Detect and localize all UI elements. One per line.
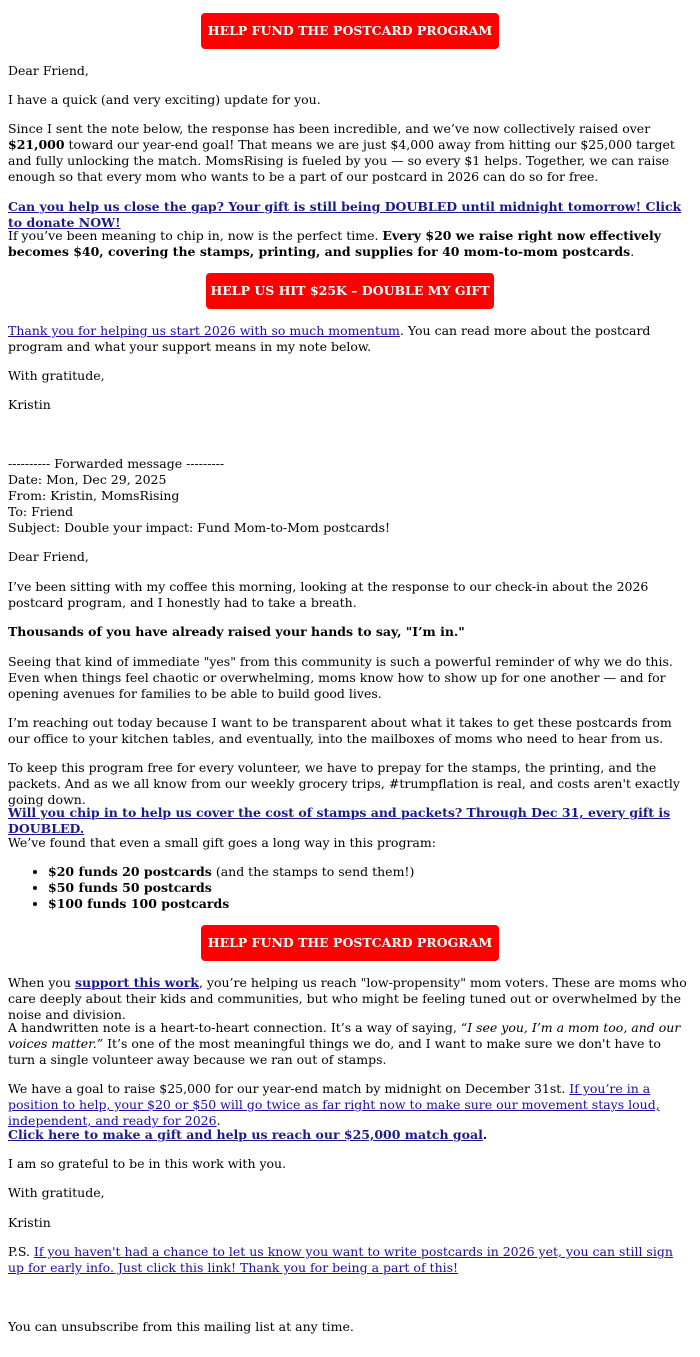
forwarded-line: ---------- Forwarded message --------- [8,456,225,471]
prepay-paragraph: To keep this program free for every volunteer, we have to prepay for the stamps, the printing, and the packets. And as we all know from our weekly grocery trips, #trumpflation is real, and costs aren't exactly going down. [8,760,680,807]
hit-25k-button[interactable]: HELP US HIT $25K – DOUBLE MY GIFT [206,273,494,309]
grateful-paragraph: I am so grateful to be in this work with you. [8,1156,287,1171]
forwarded-subject: Subject: Double your impact: Fund Mom-to-Mom postcards! [8,520,391,535]
unsubscribe-text: You can unsubscribe from this mailing list at any time. [8,1319,354,1334]
ps-paragraph: P.S. If you haven't had a chance to let us know you want to write postcards in 2026 yet, you can still sign up for early info. Just click this link! Thank you for being a part of this! [8,1244,673,1275]
thanks-paragraph: Thank you for helping us start 2026 with so much momentum. You can read more about the postcard program and what your support means in my note below. [8,323,651,354]
close-gap-paragraph [8,199,688,231]
help-fund-postcard-button[interactable]: HELP FUND THE POSTCARD PROGRAM [201,13,499,49]
greeting: Dear Friend, [8,63,89,78]
update-paragraph: Since I sent the note below, the response has been incredible, and we’ve now collectively raised over $21,000 toward our year-end goal! That means we are just $4,000 away from hitting our $25,000 target and fully unlocking the match. MomsRising is fueled by you — so every $1 helps. Together, we can raise enough so that every mom who wants to be a part of our postcard in 2026 can do so for free. [8,121,675,184]
goal-paragraph: We have a goal to raise $25,000 for our year-end match by midnight on December 31st. If you’re in a position to help, your $20 or $50 will go twice as far right now to make sure our movement stays loud, independent, and ready for 2026. [8,1081,660,1128]
intro-paragraph: I have a quick (and very exciting) update for you. [8,92,321,107]
thousands-paragraph: Thousands of you have already raised your hands to say, "I’m in." [8,624,465,639]
match-goal-link[interactable]: Click here to make a gift and help us reach our $25,000 match goal [8,1127,483,1142]
forwarded-to: To: Friend [8,504,74,519]
support-work-link[interactable]: support this work [74,975,199,990]
support-paragraph: When you support this work, you’re helping us reach "low-propensity" mom voters. These are moms who care deeply about their kids and communities, but who might be feeling tuned out or overwhelmed by the noise and division. [8,975,687,1022]
reaching-out-paragraph: I’m reaching out today because I want to be transparent about what it takes to get these postcards from our office to your kitchen tables, and eventually, into the mailboxes of moms who need to hear from us. [8,715,672,746]
forwarded-sender-name: Kristin [8,1215,51,1230]
forwarded-greeting: Dear Friend, [8,549,89,564]
position-to-help-link[interactable]: If you’re in a position to help, your $20 or $50 will go twice as far right now to make sure our movement stays loud, independent, and ready for 2026 [8,1081,660,1128]
thanks-momentum-link[interactable]: Thank you for helping us start 2026 with so much momentum [8,323,400,338]
list-item: • $50 funds 50 postcards [48,880,688,896]
help-fund-postcard-button-2[interactable]: HELP FUND THE POSTCARD PROGRAM [201,925,499,961]
sender-name: Kristin [8,397,51,412]
gift-list [8,864,688,912]
forwarded-date: Date: Mon, Dec 29, 2025 [8,472,167,487]
coffee-paragraph: I’ve been sitting with my coffee this morning, looking at the response to our check-in about the 2026 postcard program, and I honestly had to take a breath. [8,579,649,610]
chip-in-link-paragraph [8,805,688,837]
forwarded-from: From: Kristin, MomsRising [8,488,180,503]
seeing-paragraph: Seeing that kind of immediate "yes" from this community is such a powerful reminder of why we do this. Even when things feel chaotic or overwhelming, moms know how to show up for one another — and for opening avenues for families to be able to build good lives. [8,654,673,701]
handwritten-paragraph: A handwritten note is a heart-to-heart connection. It’s a way of saying, “I see you, I’m a mom too, and our voices matter.” It’s one of the most meaningful things we do, and I want to make sure we don't have to turn a single volunteer away because we ran out of stamps. [8,1020,681,1067]
click-here-paragraph: Click here to make a gift and help us reach our $25,000 match goal. [8,1127,488,1142]
list-item: • $100 funds 100 postcards [48,896,688,912]
small-gift-paragraph: We’ve found that even a small gift goes a long way in this program: [8,835,436,850]
signoff: With gratitude, [8,368,105,383]
forwarded-header [8,456,688,536]
forwarded-signoff: With gratitude, [8,1185,105,1200]
chip-in-paragraph: If you’ve been meaning to chip in, now is the perfect time. Every $20 we raise right now effectively becomes $40, covering the stamps, printing, and supplies for 40 mom-to-mom postcards. [8,228,662,259]
close-gap-link[interactable]: Can you help us close the gap? Your gift is still being DOUBLED until midnight tomorrow! Click to donate NOW! [8,199,682,230]
ps-signup-link[interactable]: If you haven't had a chance to let us know you want to write postcards in 2026 yet, you can still sign up for early info. Just click this link! Thank you for being a part of this! [8,1244,673,1275]
list-item: • $20 funds 20 postcards (and the stamps to send them!) [48,864,688,880]
chip-in-link[interactable]: Will you chip in to help us cover the cost of stamps and packets? Through Dec 31, every gift is DOUBLED. [8,805,671,836]
